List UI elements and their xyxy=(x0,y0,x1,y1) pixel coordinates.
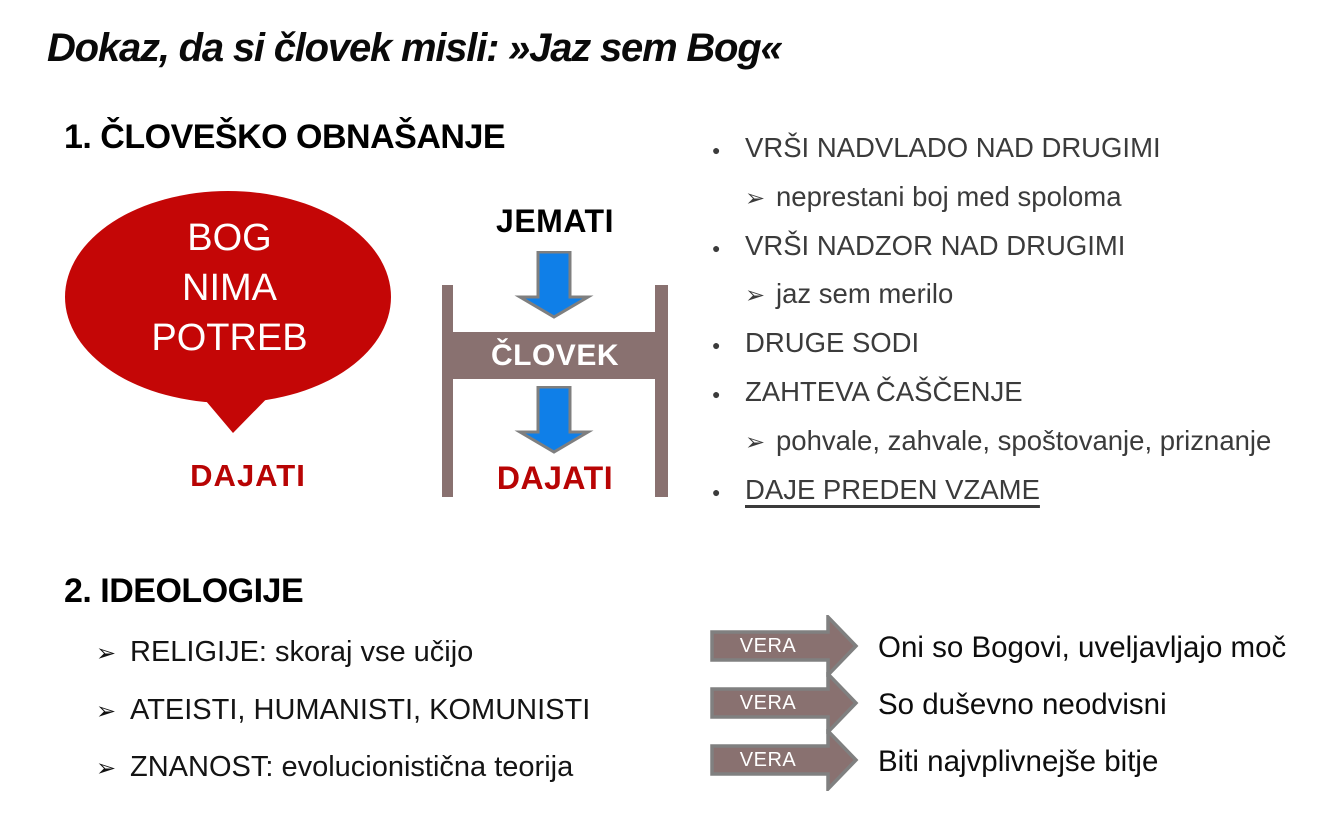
ideology-item-label: RELIGIJE: skoraj vse učijo xyxy=(130,636,474,668)
flow-bottom-label: DAJATI xyxy=(496,460,614,496)
list-item xyxy=(712,369,1340,418)
bullet-dot-icon: ● xyxy=(712,337,721,354)
flow-top-label: JEMATI xyxy=(496,203,614,239)
list-item xyxy=(712,418,1340,467)
slide-title: Dokaz, da si človek misli: »Jaz sem Bog« xyxy=(47,26,782,70)
vera-arrow-label: VERA xyxy=(739,692,797,714)
list-item xyxy=(712,320,1340,369)
vera-arrow-label: VERA xyxy=(739,635,797,657)
bullet-dot-icon: ● xyxy=(712,385,721,402)
bubble-line-1: BOG xyxy=(187,217,272,259)
list-item xyxy=(712,467,1340,516)
section1-heading: 1. ČLOVEŠKO OBNAŠANJE xyxy=(64,118,506,156)
bubble-text xyxy=(62,213,397,363)
arrow-bullet-icon: ➢ xyxy=(96,698,117,725)
list-item-label: ZAHTEVA ČAŠČENJE xyxy=(745,375,1023,407)
list-item-label: VRŠI NADVLADO NAD DRUGIMI xyxy=(745,132,1161,163)
behavior-bullet-list xyxy=(712,125,1340,515)
bullet-dot-icon: ● xyxy=(712,239,721,256)
arrow-bullet-icon: ➢ xyxy=(96,755,117,782)
down-arrow-icon xyxy=(514,251,594,319)
arrow-bullet-icon: ➢ xyxy=(745,184,766,212)
arrow-bullet-icon: ➢ xyxy=(96,640,117,667)
ideology-item xyxy=(96,746,573,790)
belief-statement: Oni so Bogovi, uveljavljajo moč xyxy=(878,631,1287,664)
list-item xyxy=(712,271,1340,320)
list-item xyxy=(712,223,1340,272)
belief-statement: So duševno neodvisni xyxy=(878,688,1167,721)
list-item-label-underlined: DAJE PREDEN VZAME xyxy=(745,473,1040,505)
frame-center-bar xyxy=(442,332,668,379)
ideology-item-label: ZNANOST: evolucionistična teorija xyxy=(130,751,574,783)
ideology-item xyxy=(96,689,590,733)
list-item-label: DRUGE SODI xyxy=(745,327,920,359)
vera-arrow-label: VERA xyxy=(739,749,797,771)
list-item-label: pohvale, zahvale, spoštovanje, priznanje xyxy=(776,424,1272,456)
bubble-line-2: NIMA xyxy=(182,267,277,309)
belief-statement: Biti najvplivnejše bitje xyxy=(878,745,1159,778)
list-item-label: jaz sem merilo xyxy=(776,278,954,310)
bubble-below-label: DAJATI xyxy=(190,458,306,493)
section2-heading: 2. IDEOLOGIJE xyxy=(64,572,304,610)
flow-center-label: ČLOVEK xyxy=(490,339,619,372)
list-item-label: VRŠI NADZOR NAD DRUGIMI xyxy=(745,229,1126,261)
bullet-dot-icon: ● xyxy=(712,142,721,158)
arrow-bullet-icon: ➢ xyxy=(745,282,766,310)
bullet-dot-icon: ● xyxy=(712,483,721,500)
list-item-label: neprestani boj med spoloma xyxy=(776,180,1122,212)
down-arrow-icon xyxy=(514,386,594,454)
list-item xyxy=(712,125,1340,174)
arrow-bullet-icon: ➢ xyxy=(745,428,766,456)
ideology-item-label: ATEISTI, HUMANISTI, KOMUNISTI xyxy=(130,694,591,726)
ideology-item xyxy=(96,631,473,675)
list-item xyxy=(712,174,1340,223)
bubble-line-3: POTREB xyxy=(151,317,308,359)
